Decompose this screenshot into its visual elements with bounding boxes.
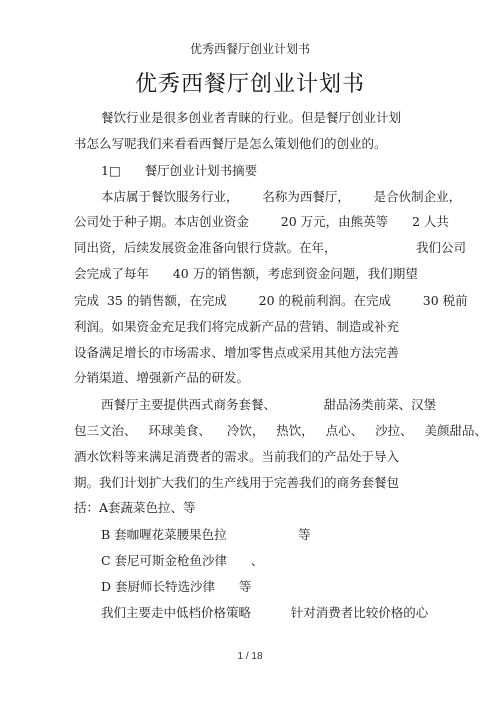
paragraph-line: 书怎么写呢我们来看看西餐厅是怎么策划他们的创业的。 (74, 136, 387, 151)
running-header: 优秀西餐厅创业计划书 (189, 42, 310, 56)
paragraph-line: 西餐厅主要提供西式商务套餐、 甜品汤类前菜、汉堡 (101, 397, 437, 412)
paragraph-line: 同出资，后续发展资金准备向银行贷款。在年， 我们公司 (74, 240, 466, 255)
paragraph-line: 本店属于餐饮服务行业， 名称为西餐厅， 是合伙制企业， (101, 189, 462, 204)
paragraph-line: 公司处于种子期。本店创业资金 20 万元，由熊英等 2 人共 (74, 214, 449, 229)
paragraph-line: 会完成了每年 40 万的销售额，考虑到资金问题，我们期望 (74, 266, 418, 281)
document-title: 优秀西餐厅创业计划书 (134, 72, 365, 97)
section-heading: 1□ 餐厅创业计划书摘要 (101, 163, 258, 178)
paragraph-line: 期。我们计划扩大我们的生产线用于完善我们的商务套餐包 (74, 475, 400, 490)
list-item: C 套尼可斯金枪鱼沙律 、 (101, 553, 264, 568)
list-item: D 套厨师长特选沙律 等 (101, 579, 252, 594)
paragraph-line: 利润。如果资金充足我们将完成新产品的营销、制造或补充 (74, 319, 400, 334)
list-item: B 套咖喱花菜腰果色拉 等 (101, 527, 311, 542)
page-indicator: 1 / 18 (237, 651, 263, 662)
paragraph-line: 分销渠道、增强新产品的研发。 (74, 370, 250, 385)
paragraph-line: 包三文治、 环球美食、 冷饮， 热饮， 点心、 沙拉、 美颜甜品、 (74, 423, 487, 438)
paragraph-line: 括：A套蔬菜色拉、等 (74, 500, 196, 515)
paragraph-line: 酒水饮料等来满足消费者的需求。当前我们的产品处于导入 (74, 449, 400, 464)
paragraph-line: 餐饮行业是很多创业者青睐的行业。但是餐厅创业计划 (101, 110, 402, 125)
paragraph-line: 我们主要走中低档价格策略 针对消费者比较价格的心 (101, 605, 429, 620)
paragraph-line: 设备满足增长的市场需求、增加零售点或采用其他方法完善 (74, 345, 400, 360)
paragraph-line: 完成 35 的销售额，在完成 20 的税前利润。在完成 30 税前 (74, 293, 468, 308)
